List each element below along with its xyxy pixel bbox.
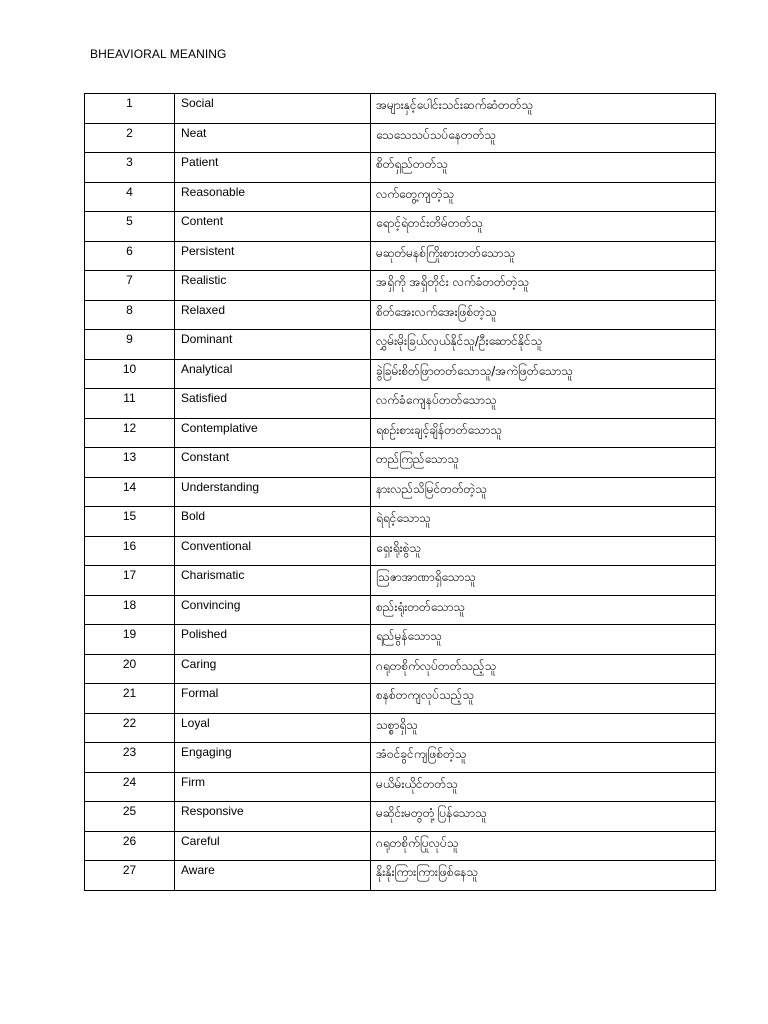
table-row xyxy=(85,684,716,714)
behavior-meaning: နားလည်သိမြင်တတ်တဲ့သူ xyxy=(371,477,716,507)
behavior-meaning: အများနှင့်ပေါင်းသင်းဆက်ဆံတတ်သူ xyxy=(371,94,716,124)
behavior-word: Social xyxy=(175,94,371,124)
behavior-meaning: တည်ကြည်သောသူ xyxy=(371,448,716,478)
table-body xyxy=(85,94,716,891)
row-number: 20 xyxy=(85,654,175,684)
table-row xyxy=(85,448,716,478)
table-row xyxy=(85,595,716,625)
row-number: 1 xyxy=(85,94,175,124)
behavior-word: Analytical xyxy=(175,359,371,389)
table-row xyxy=(85,831,716,861)
row-number: 23 xyxy=(85,743,175,773)
table-row xyxy=(85,654,716,684)
behavior-word: Realistic xyxy=(175,271,371,301)
row-number: 9 xyxy=(85,330,175,360)
row-number: 7 xyxy=(85,271,175,301)
row-number: 15 xyxy=(85,507,175,537)
row-number: 12 xyxy=(85,418,175,448)
behavior-meaning: မယိမ်းယိုင်တတ်သူ xyxy=(371,772,716,802)
behavior-meaning: လွှမ်းမိုးခြယ်လှယ်နိုင်သူ/ဦးဆောင်နိုင်သူ xyxy=(371,330,716,360)
table-row xyxy=(85,418,716,448)
row-number: 26 xyxy=(85,831,175,861)
table-row xyxy=(85,359,716,389)
row-number: 14 xyxy=(85,477,175,507)
behavior-word: Conventional xyxy=(175,536,371,566)
behavior-word: Constant xyxy=(175,448,371,478)
table-row xyxy=(85,713,716,743)
row-number: 5 xyxy=(85,212,175,242)
behavior-meaning: ရစဉ်းစားချင့်ချိန်တတ်သောသူ xyxy=(371,418,716,448)
behavior-meaning: မဆုတ်မနစ်ကြိုးစားတတ်သောသူ xyxy=(371,241,716,271)
table-row xyxy=(85,536,716,566)
table-row xyxy=(85,300,716,330)
behavior-meaning: လက်တွေ့ကျတဲ့သူ xyxy=(371,182,716,212)
behavior-meaning: သစ္စာရှိသူ xyxy=(371,713,716,743)
behavior-meaning: စိတ်ရှည်တတ်သူ xyxy=(371,153,716,183)
row-number: 24 xyxy=(85,772,175,802)
behavior-meaning: မဆိုင်းမတွတုံ့ပြန်သောသူ xyxy=(371,802,716,832)
behavior-meaning: ရည်မွန်သောသူ xyxy=(371,625,716,655)
row-number: 17 xyxy=(85,566,175,596)
behavior-meaning: ခွဲခြမ်းစိတ်ဖြာတတ်သောသူ/အကဲဖြတ်သောသူ xyxy=(371,359,716,389)
row-number: 6 xyxy=(85,241,175,271)
behavior-word: Neat xyxy=(175,123,371,153)
row-number: 13 xyxy=(85,448,175,478)
table-row xyxy=(85,271,716,301)
behavior-word: Firm xyxy=(175,772,371,802)
table-row xyxy=(85,94,716,124)
table-row xyxy=(85,772,716,802)
behavior-meaning: ဂရုတစိုက်လုပ်တတ်သည့်သူ xyxy=(371,654,716,684)
behavior-word: Careful xyxy=(175,831,371,861)
behavior-word: Engaging xyxy=(175,743,371,773)
behavior-meaning: နိုးနိုးကြားကြားဖြစ်နေသူ xyxy=(371,861,716,891)
behavior-meaning: ရဲရင့်သောသူ xyxy=(371,507,716,537)
table-row xyxy=(85,802,716,832)
behavior-word: Patient xyxy=(175,153,371,183)
table-row xyxy=(85,182,716,212)
behavior-word: Content xyxy=(175,212,371,242)
row-number: 8 xyxy=(85,300,175,330)
behavior-meaning: စနစ်တကျလုပ်သည့်သူ xyxy=(371,684,716,714)
row-number: 2 xyxy=(85,123,175,153)
table-row xyxy=(85,507,716,537)
behavior-meaning: စိတ်အေးလက်အေးဖြစ်တဲ့သူ xyxy=(371,300,716,330)
table-row xyxy=(85,212,716,242)
behavior-meaning: အရှိကို အရှိတိုင်း လက်ခံတတ်တဲ့သူ xyxy=(371,271,716,301)
behavior-meaning: အံဝင်ခွင်ကျဖြစ်တဲ့သူ xyxy=(371,743,716,773)
row-number: 18 xyxy=(85,595,175,625)
behavior-word: Persistent xyxy=(175,241,371,271)
behavior-meaning: သေသေသပ်သပ်နေတတ်သူ xyxy=(371,123,716,153)
behavior-word: Relaxed xyxy=(175,300,371,330)
row-number: 10 xyxy=(85,359,175,389)
behavior-word: Satisfied xyxy=(175,389,371,419)
behavioral-meaning-table xyxy=(84,93,716,891)
behavior-meaning: ဂရုတစိုက်ပြုလုပ်သူ xyxy=(371,831,716,861)
behavior-word: Charismatic xyxy=(175,566,371,596)
behavior-word: Contemplative xyxy=(175,418,371,448)
behavior-meaning: လက်ခံကျေနပ်တတ်သောသူ xyxy=(371,389,716,419)
row-number: 27 xyxy=(85,861,175,891)
table-row xyxy=(85,743,716,773)
table-row xyxy=(85,625,716,655)
table-row xyxy=(85,477,716,507)
row-number: 4 xyxy=(85,182,175,212)
behavior-word: Convincing xyxy=(175,595,371,625)
behavior-word: Dominant xyxy=(175,330,371,360)
behavior-word: Formal xyxy=(175,684,371,714)
behavior-word: Understanding xyxy=(175,477,371,507)
behavior-meaning: ရောင့်ရဲတင်းတိမ်တတ်သူ xyxy=(371,212,716,242)
table-row xyxy=(85,389,716,419)
behavior-word: Loyal xyxy=(175,713,371,743)
table-row xyxy=(85,330,716,360)
behavior-meaning: စည်းရုံးတတ်သောသူ xyxy=(371,595,716,625)
row-number: 11 xyxy=(85,389,175,419)
behavior-word: Responsive xyxy=(175,802,371,832)
row-number: 3 xyxy=(85,153,175,183)
behavior-meaning: ဩဇာအာဏာရှိသောသူ xyxy=(371,566,716,596)
table-row xyxy=(85,123,716,153)
behavior-word: Bold xyxy=(175,507,371,537)
document-title: BHEAVIORAL MEANING xyxy=(90,47,227,61)
row-number: 16 xyxy=(85,536,175,566)
behavior-word: Aware xyxy=(175,861,371,891)
behavior-word: Polished xyxy=(175,625,371,655)
table-row xyxy=(85,861,716,891)
table-row xyxy=(85,241,716,271)
behavior-word: Reasonable xyxy=(175,182,371,212)
table-row xyxy=(85,566,716,596)
row-number: 21 xyxy=(85,684,175,714)
behavior-meaning: ရှေးရိုးစွဲသူ xyxy=(371,536,716,566)
row-number: 22 xyxy=(85,713,175,743)
row-number: 25 xyxy=(85,802,175,832)
behavior-word: Caring xyxy=(175,654,371,684)
row-number: 19 xyxy=(85,625,175,655)
table-row xyxy=(85,153,716,183)
